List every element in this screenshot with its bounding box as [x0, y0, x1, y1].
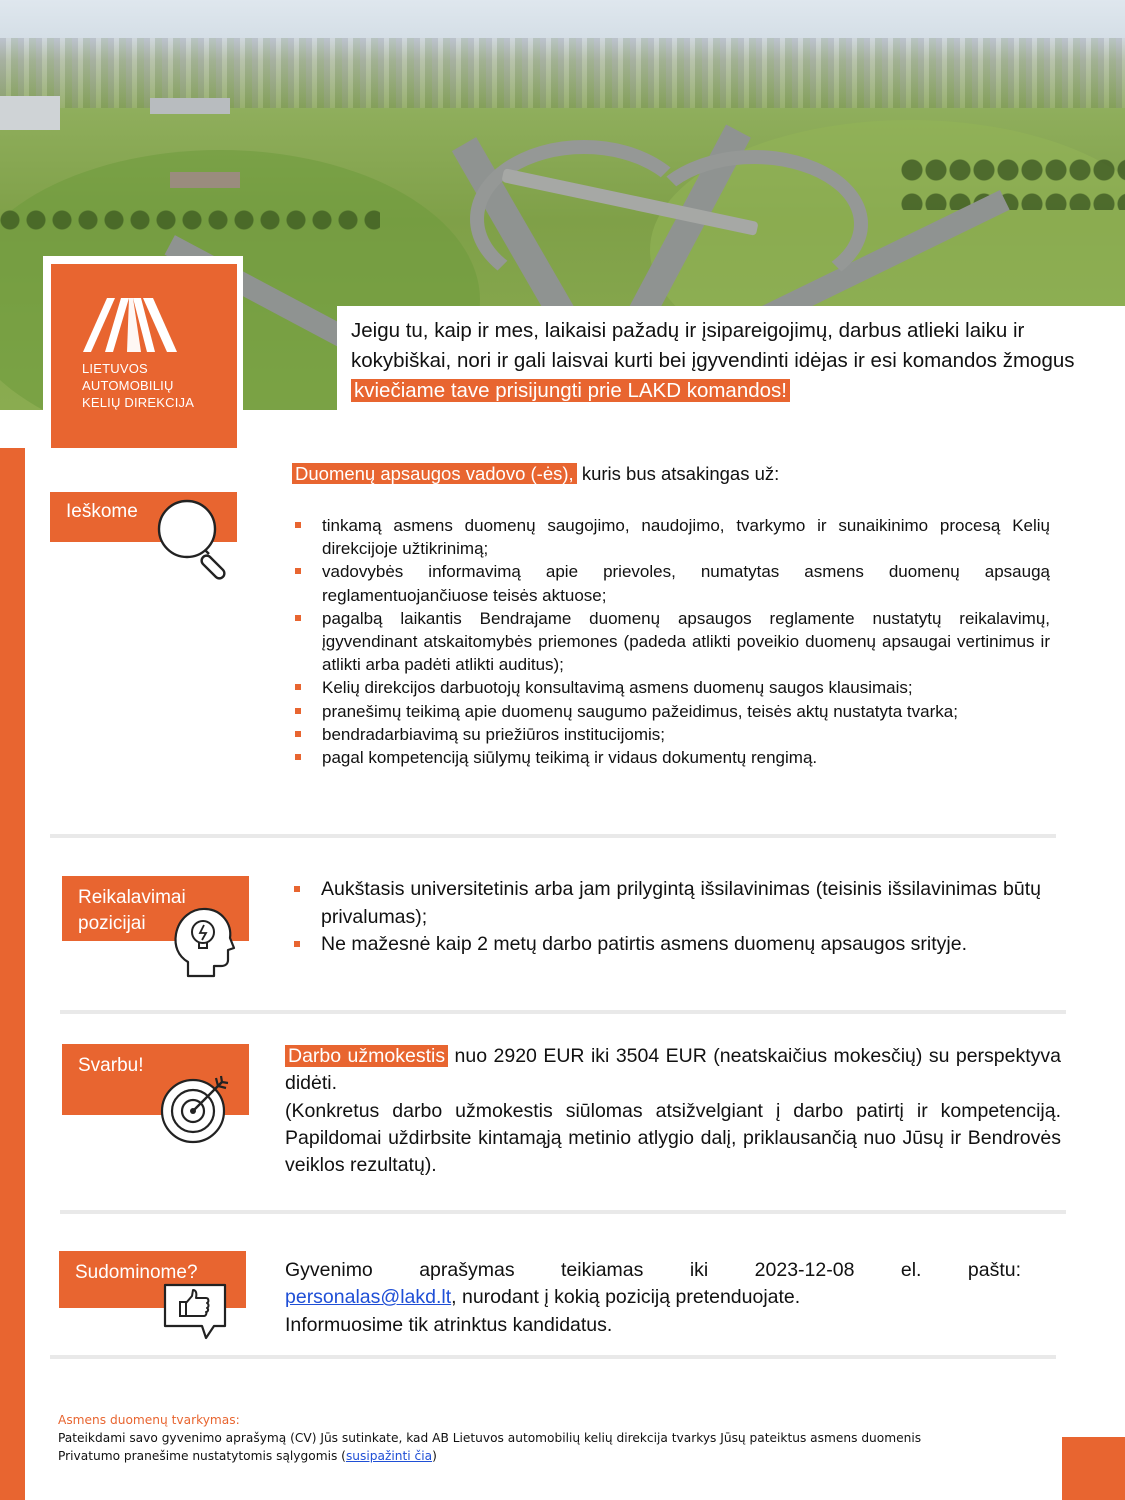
divider: [50, 834, 1056, 838]
seeking-lead: kuris bus atsakingas už:: [581, 463, 780, 484]
email-link[interactable]: personalas@lakd.lt: [285, 1286, 452, 1309]
divider: [50, 1355, 1056, 1359]
responsibilities-list: [292, 514, 1050, 769]
salary-highlight: Darbo užmokestis: [285, 1045, 448, 1067]
apply-line-1: Gyvenimo aprašymas teikiamas iki 2023-12-08 el. paštu:: [285, 1259, 1021, 1281]
apply-line-2: , nurodant į kokią poziciją pretenduojate.: [451, 1286, 801, 1309]
logo-line-2: AUTOMOBILIŲ: [82, 378, 174, 393]
list-item: bendradarbiavimą su priežiūros institucijomis;: [292, 723, 1050, 746]
intro-box: [337, 306, 1125, 410]
footer-line-1: Pateikdami savo gyvenimo aprašymą (CV) Jūs sutinkate, kad AB Lietuvos automobilių kelių direkcija tvarkys Jūsų pateiktus asmens duomenis: [58, 1431, 922, 1445]
intro-body: Jeigu tu, kaip ir mes, laikaisi pažadų ir įsipareigojimų, darbus atlieki laiku ir kokybiškai, nori ir gali laisvai kurti bei įgyvendinti idėjas ir esi komandos žmogus: [351, 319, 1075, 372]
privacy-link[interactable]: susipažinti čia: [345, 1449, 433, 1463]
label-requirements-line-2: pozicijai: [78, 913, 146, 934]
salary-block: [285, 1043, 1061, 1179]
divider: [60, 1210, 1066, 1214]
list-item: vadovybės informavimą apie prievoles, numatytas asmens duomenų apsaugą reglamentuojančiuose teisės aktuose;: [292, 560, 1050, 606]
requirements-list: [291, 876, 1041, 959]
seeking-heading: [292, 461, 779, 487]
privacy-footer: [58, 1411, 1058, 1465]
apply-line-3: Informuosime tik atrinktus kandidatus.: [285, 1313, 613, 1336]
salary-note: (Konkretus darbo užmokestis siūlomas atsižvelgiant į darbo patirtį ir kompetenciją. Papildomai uždirbsite kintamąją metinio atlygio dalį, priklausančią nuo Jūsų ir Bendrovės veiklos rezultatų).: [285, 1099, 1061, 1177]
label-interested-text: Sudominome?: [75, 1262, 198, 1283]
target-arrow-icon: [160, 1074, 232, 1144]
footer-title: Asmens duomenų tvarkymas:: [58, 1413, 240, 1427]
logo-card: [43, 256, 243, 456]
logo-line-3: KELIŲ DIREKCIJA: [82, 395, 195, 410]
magnifier-icon: [156, 498, 236, 580]
logo-line-1: LIETUVOS: [82, 361, 148, 376]
corner-accent-block: [1062, 1437, 1125, 1500]
list-item: Aukštasis universitetinis arba jam prilygintą išsilavinimas (teisinis išsilavinimas būtų privalumas);: [291, 876, 1041, 931]
thumbs-up-chat-icon: [162, 1282, 228, 1340]
head-lightbulb-icon: [170, 906, 236, 978]
footer-line-2-end: ): [432, 1449, 437, 1463]
label-requirements-line-1: Reikalavimai: [78, 887, 186, 908]
position-title: Duomenų apsaugos vadovo (-ės),: [292, 463, 577, 484]
list-item: pranešimų teikimą apie duomenų saugumo pažeidimus, teisės aktų nustatyta tvarka;: [292, 700, 1050, 723]
intro-text: [351, 316, 1111, 406]
label-seeking-text: Ieškome: [66, 501, 138, 522]
salary-text: nuo 2920 EUR iki 3504 EUR (neatskaičius mokesčių) su perspektyva didėti.: [285, 1045, 1061, 1095]
list-item: Ne mažesnė kaip 2 metų darbo patirtis asmens duomenų apsaugos srityje.: [291, 931, 1041, 959]
intro-highlight: kviečiame tave prisijungti prie LAKD komandos!: [351, 379, 790, 402]
left-accent-strip: [0, 448, 25, 1500]
footer-line-2: Privatumo pranešime nustatytomis sąlygomis (: [58, 1449, 346, 1463]
logo-text: [82, 360, 194, 411]
label-important-text: Svarbu!: [78, 1055, 144, 1076]
list-item: pagal kompetenciją siūlymų teikimą ir vidaus dokumentų rengimą.: [292, 746, 1050, 769]
lakd-logo: [51, 264, 237, 448]
logo-road-mark-icon: [83, 298, 177, 352]
list-item: tinkamą asmens duomenų saugojimo, naudojimo, tvarkymo ir sunaikinimo procesą Kelių direkcijoje užtikrinimą;: [292, 514, 1050, 560]
apply-block: [285, 1257, 1021, 1339]
list-item: pagalbą laikantis Bendrajame duomenų apsaugos reglamente nustatytų reikalavimų, įgyvendinant atskaitomybės priemones (padeda atlikti poveikio duomenų apsaugai vertinimus ir atlikti arba padėti atlikti auditus);: [292, 607, 1050, 677]
divider: [60, 1010, 1066, 1014]
list-item: Kelių direkcijos darbuotojų konsultavimą asmens duomenų saugos klausimais;: [292, 676, 1050, 699]
